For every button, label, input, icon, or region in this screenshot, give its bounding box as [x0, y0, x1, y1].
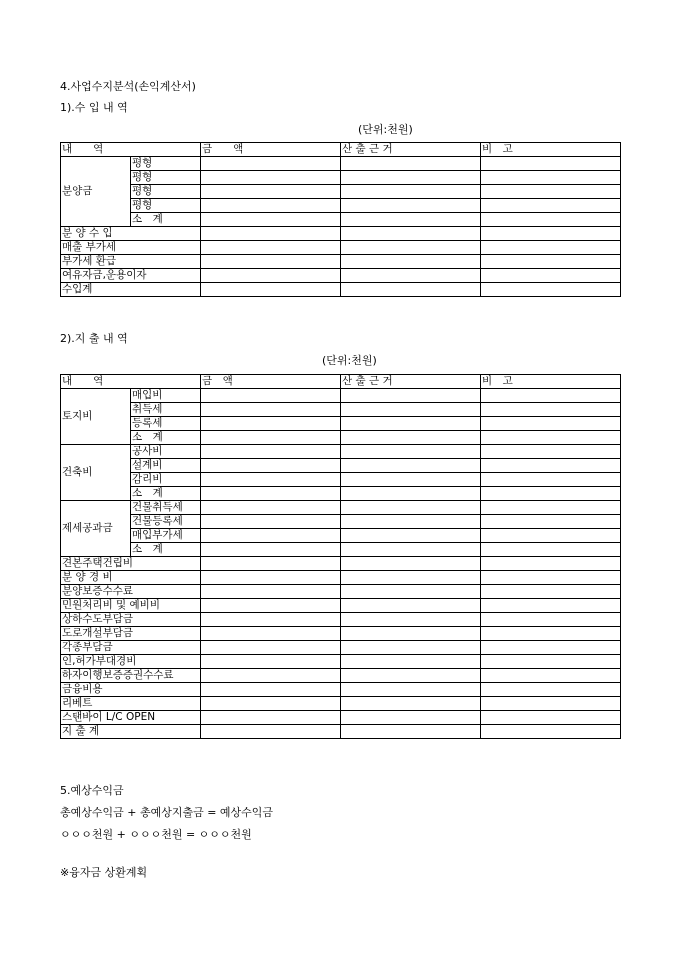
note-cell[interactable]	[481, 389, 621, 403]
note-cell[interactable]	[481, 185, 621, 199]
basis-cell[interactable]	[341, 543, 481, 557]
row-label: 하자이행보증증권수수료	[61, 669, 201, 683]
table-row	[61, 389, 621, 403]
table-row	[61, 557, 621, 571]
amount-cell[interactable]	[201, 157, 341, 171]
table-row	[61, 403, 621, 417]
profit-formula: 총예상수익금 + 총예상지출금 = 예상수익금	[60, 806, 274, 819]
basis-cell[interactable]	[341, 389, 481, 403]
amount-cell[interactable]	[201, 445, 341, 459]
basis-cell[interactable]	[341, 445, 481, 459]
amount-cell[interactable]	[201, 543, 341, 557]
amount-cell[interactable]	[201, 501, 341, 515]
note-cell[interactable]	[481, 725, 621, 739]
row-label: 민원처리비 및 예비비	[61, 599, 201, 613]
table-row	[61, 227, 621, 241]
note-cell[interactable]	[481, 641, 621, 655]
header-basis: 산 출 근 거	[341, 375, 481, 389]
sub-label: 소 계	[131, 431, 201, 445]
sub-label: 등록세	[131, 417, 201, 431]
group-label: 분양금	[61, 157, 131, 227]
amount-cell[interactable]	[201, 641, 341, 655]
basis-cell[interactable]	[341, 213, 481, 227]
table-row	[61, 283, 621, 297]
note-cell[interactable]	[481, 241, 621, 255]
note-cell[interactable]	[481, 431, 621, 445]
row-label: 스탠바이 L/C OPEN	[61, 711, 201, 725]
amount-cell[interactable]	[201, 171, 341, 185]
amount-cell[interactable]	[201, 669, 341, 683]
note-cell[interactable]	[481, 403, 621, 417]
basis-cell[interactable]	[341, 585, 481, 599]
basis-cell[interactable]	[341, 431, 481, 445]
amount-cell[interactable]	[201, 459, 341, 473]
note-cell[interactable]	[481, 473, 621, 487]
basis-cell[interactable]	[341, 683, 481, 697]
sub-label: 취득세	[131, 403, 201, 417]
sub-label: 건물취득세	[131, 501, 201, 515]
row-label: 부가세 환급	[61, 255, 201, 269]
header-item: 내 역	[61, 143, 201, 157]
table-row	[61, 501, 621, 515]
note-cell[interactable]	[481, 515, 621, 529]
basis-cell[interactable]	[341, 501, 481, 515]
basis-cell[interactable]	[341, 655, 481, 669]
note-cell[interactable]	[481, 255, 621, 269]
note-cell[interactable]	[481, 171, 621, 185]
basis-cell[interactable]	[341, 255, 481, 269]
header-note: 비 고	[481, 375, 621, 389]
basis-cell[interactable]	[341, 459, 481, 473]
note-cell[interactable]	[481, 571, 621, 585]
basis-cell[interactable]	[341, 171, 481, 185]
amount-cell[interactable]	[201, 711, 341, 725]
note-cell[interactable]	[481, 459, 621, 473]
amount-cell[interactable]	[201, 557, 341, 571]
amount-cell[interactable]	[201, 585, 341, 599]
basis-cell[interactable]	[341, 725, 481, 739]
header-item: 내 역	[61, 375, 201, 389]
basis-cell[interactable]	[341, 627, 481, 641]
amount-cell[interactable]	[201, 571, 341, 585]
header-amount: 금 액	[201, 375, 341, 389]
table-row	[61, 487, 621, 501]
table-row	[61, 543, 621, 557]
sub-label: 감리비	[131, 473, 201, 487]
expense-unit: (단위:천원)	[322, 354, 377, 367]
loan-repayment-note: ※융자금 상환계획	[60, 866, 148, 879]
basis-cell[interactable]	[341, 283, 481, 297]
table-row	[61, 613, 621, 627]
header-note: 비 고	[481, 143, 621, 157]
amount-cell[interactable]	[201, 599, 341, 613]
note-cell[interactable]	[481, 599, 621, 613]
basis-cell[interactable]	[341, 269, 481, 283]
note-cell[interactable]	[481, 627, 621, 641]
note-cell[interactable]	[481, 711, 621, 725]
note-cell[interactable]	[481, 199, 621, 213]
row-label: 분 양 수 입	[61, 227, 201, 241]
table-row	[61, 157, 621, 171]
table-row	[61, 269, 621, 283]
note-cell[interactable]	[481, 445, 621, 459]
sub-label: 소 계	[131, 487, 201, 501]
amount-cell[interactable]	[201, 431, 341, 445]
table-row	[61, 473, 621, 487]
sub-label: 평형	[131, 157, 201, 171]
sub-label: 소 계	[131, 543, 201, 557]
header-basis: 산 출 근 거	[341, 143, 481, 157]
note-cell[interactable]	[481, 683, 621, 697]
amount-cell[interactable]	[201, 283, 341, 297]
basis-cell[interactable]	[341, 557, 481, 571]
amount-cell[interactable]	[201, 627, 341, 641]
expense-title: 2).지 출 내 역	[60, 332, 128, 345]
table-row	[61, 627, 621, 641]
basis-cell[interactable]	[341, 571, 481, 585]
basis-cell[interactable]	[341, 417, 481, 431]
income-title: 1).수 입 내 역	[60, 101, 128, 114]
row-label: 도로개설부담금	[61, 627, 201, 641]
row-label: 분양보증수수료	[61, 585, 201, 599]
amount-cell[interactable]	[201, 199, 341, 213]
amount-cell[interactable]	[201, 227, 341, 241]
table-row	[61, 683, 621, 697]
row-label: 견본주택건립비	[61, 557, 201, 571]
sub-label: 평형	[131, 185, 201, 199]
note-cell[interactable]	[481, 543, 621, 557]
amount-cell[interactable]	[201, 487, 341, 501]
amount-cell[interactable]	[201, 185, 341, 199]
row-label: 상하수도부담금	[61, 613, 201, 627]
note-cell[interactable]	[481, 213, 621, 227]
table-row	[61, 529, 621, 543]
basis-cell[interactable]	[341, 403, 481, 417]
basis-cell[interactable]	[341, 529, 481, 543]
section-5-heading: 5.예상수익금	[60, 784, 124, 797]
basis-cell[interactable]	[341, 599, 481, 613]
table-row	[61, 669, 621, 683]
basis-cell[interactable]	[341, 199, 481, 213]
table-row	[61, 571, 621, 585]
table-row	[61, 515, 621, 529]
amount-cell[interactable]	[201, 213, 341, 227]
note-cell[interactable]	[481, 585, 621, 599]
basis-cell[interactable]	[341, 641, 481, 655]
section-4-heading: 4.사업수지분석(손익계산서)	[60, 80, 196, 93]
amount-cell[interactable]	[201, 403, 341, 417]
row-label: 금융비용	[61, 683, 201, 697]
amount-cell[interactable]	[201, 655, 341, 669]
group-label: 토지비	[61, 389, 131, 445]
row-label: 분 양 경 비	[61, 571, 201, 585]
sub-label: 평형	[131, 199, 201, 213]
note-cell[interactable]	[481, 283, 621, 297]
row-label: 여유자금,운용이자	[61, 269, 201, 283]
table-row	[61, 417, 621, 431]
sub-label: 소 계	[131, 213, 201, 227]
note-cell[interactable]	[481, 501, 621, 515]
basis-cell[interactable]	[341, 157, 481, 171]
sub-label: 매입부가세	[131, 529, 201, 543]
row-label: 각종부담금	[61, 641, 201, 655]
note-cell[interactable]	[481, 269, 621, 283]
note-cell[interactable]	[481, 669, 621, 683]
basis-cell[interactable]	[341, 711, 481, 725]
amount-cell[interactable]	[201, 613, 341, 627]
table-row	[61, 241, 621, 255]
amount-cell[interactable]	[201, 725, 341, 739]
note-cell[interactable]	[481, 487, 621, 501]
table-row	[61, 711, 621, 725]
basis-cell[interactable]	[341, 185, 481, 199]
sub-label: 공사비	[131, 445, 201, 459]
table-row	[61, 655, 621, 669]
table-row	[61, 255, 621, 269]
basis-cell[interactable]	[341, 669, 481, 683]
group-label: 건축비	[61, 445, 131, 501]
basis-cell[interactable]	[341, 613, 481, 627]
group-label: 제세공과금	[61, 501, 131, 557]
note-cell[interactable]	[481, 613, 621, 627]
note-cell[interactable]	[481, 417, 621, 431]
row-label: 리베트	[61, 697, 201, 711]
table-row	[61, 213, 621, 227]
note-cell[interactable]	[481, 529, 621, 543]
sub-label: 설계비	[131, 459, 201, 473]
expense-header-row	[61, 375, 621, 389]
note-cell[interactable]	[481, 227, 621, 241]
income-table	[60, 142, 621, 297]
amount-cell[interactable]	[201, 241, 341, 255]
basis-cell[interactable]	[341, 515, 481, 529]
table-row	[61, 641, 621, 655]
amount-cell[interactable]	[201, 697, 341, 711]
income-unit: (단위:천원)	[358, 123, 413, 136]
note-cell[interactable]	[481, 557, 621, 571]
note-cell[interactable]	[481, 655, 621, 669]
table-row	[61, 445, 621, 459]
row-label: 지 출 계	[61, 725, 201, 739]
profit-example: ㅇㅇㅇ천원 + ㅇㅇㅇ천원 = ㅇㅇㅇ천원	[60, 828, 252, 841]
amount-cell[interactable]	[201, 529, 341, 543]
amount-cell[interactable]	[201, 473, 341, 487]
amount-cell[interactable]	[201, 417, 341, 431]
row-label: 매출 부가세	[61, 241, 201, 255]
header-amount: 금 액	[201, 143, 341, 157]
table-row	[61, 185, 621, 199]
expense-table	[60, 374, 621, 739]
note-cell[interactable]	[481, 697, 621, 711]
table-row	[61, 459, 621, 473]
amount-cell[interactable]	[201, 255, 341, 269]
row-label: 수입계	[61, 283, 201, 297]
note-cell[interactable]	[481, 157, 621, 171]
table-row	[61, 599, 621, 613]
amount-cell[interactable]	[201, 515, 341, 529]
basis-cell[interactable]	[341, 241, 481, 255]
basis-cell[interactable]	[341, 473, 481, 487]
sub-label: 평형	[131, 171, 201, 185]
income-header-row	[61, 143, 621, 157]
sub-label: 매입비	[131, 389, 201, 403]
amount-cell[interactable]	[201, 389, 341, 403]
amount-cell[interactable]	[201, 269, 341, 283]
table-row	[61, 585, 621, 599]
table-row	[61, 697, 621, 711]
basis-cell[interactable]	[341, 697, 481, 711]
table-row	[61, 199, 621, 213]
amount-cell[interactable]	[201, 683, 341, 697]
table-row	[61, 725, 621, 739]
row-label: 인,허가부대경비	[61, 655, 201, 669]
table-row	[61, 431, 621, 445]
basis-cell[interactable]	[341, 487, 481, 501]
sub-label: 건물등록세	[131, 515, 201, 529]
table-row	[61, 171, 621, 185]
basis-cell[interactable]	[341, 227, 481, 241]
